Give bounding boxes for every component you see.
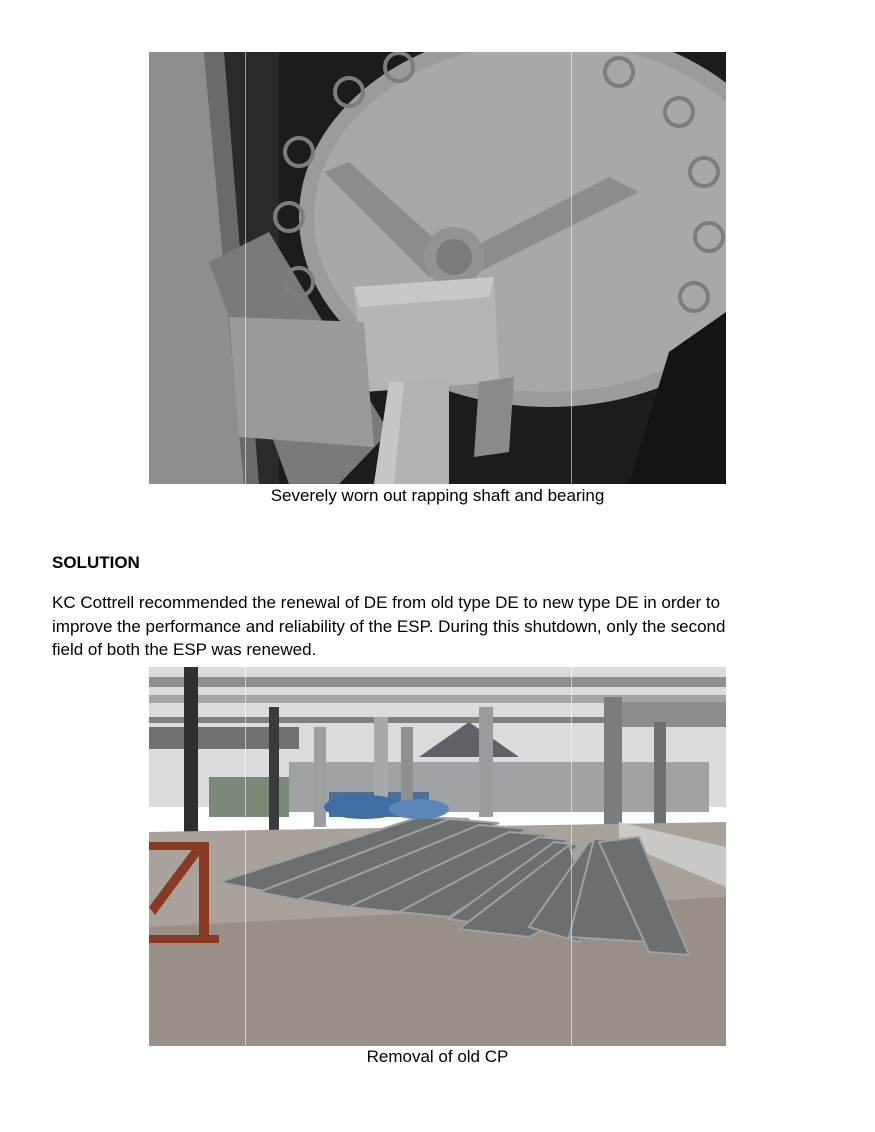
figure-caption-2: Removal of old CP: [366, 1047, 509, 1066]
paragraph-line: improve the performance and reliability of the ESP. During this shutdown, only the second: [52, 616, 726, 636]
paragraph-line: KC Cottrell recommended the renewal of DE from old type DE to new type DE in order to: [52, 593, 721, 612]
section-paragraph: [52, 591, 812, 662]
collecting-plates-photo: [149, 667, 726, 1046]
paragraph-line: field of both the ESP was renewed.: [52, 640, 317, 659]
figure-caption-1: Severely worn out rapping shaft and bearing: [270, 486, 605, 505]
section-heading: SOLUTION: [52, 553, 140, 572]
rapping-shaft-photo: [149, 52, 726, 484]
